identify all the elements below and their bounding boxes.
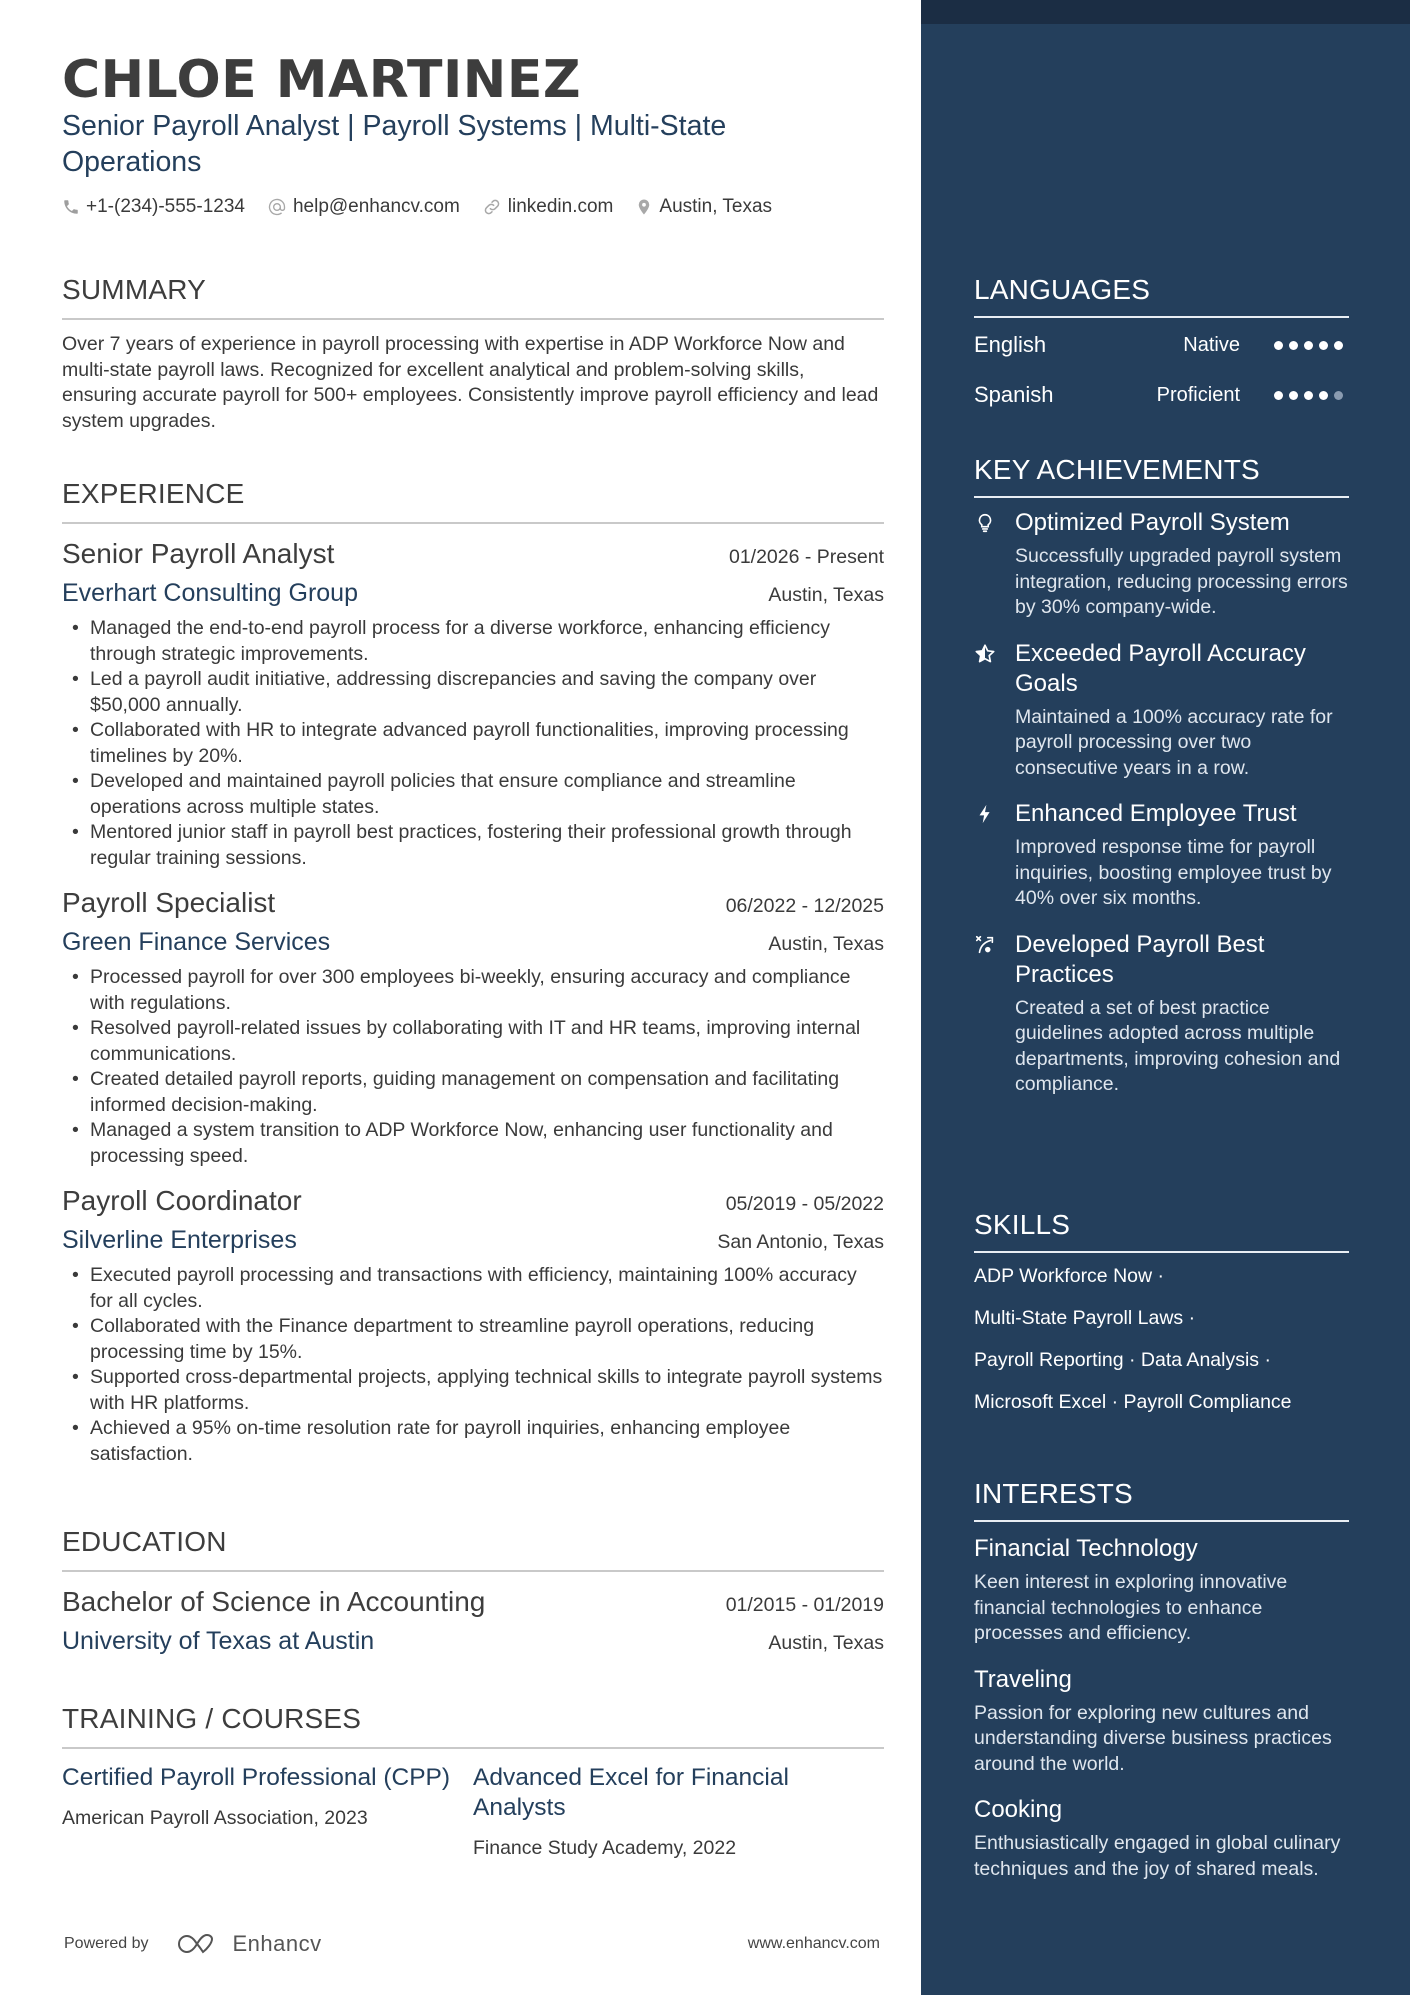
job-location: San Antonio, Texas <box>717 1231 884 1253</box>
skill-tag-line: ADP Workforce Now · <box>974 1265 1164 1287</box>
training-section <box>62 1703 884 1860</box>
rating-dot-filled <box>1289 391 1298 400</box>
interest-desc: Passion for exploring new cultures and understanding diverse business practices around the world. <box>974 1701 1332 1775</box>
interest-title: Cooking <box>974 1796 1063 1823</box>
course-org: American Payroll Association, 2023 <box>62 1807 368 1829</box>
job-bullet: • Collaborated with the Finance department to streamline payroll operations, reducing processing time by 15%. <box>62 1314 884 1365</box>
brand-name: Enhancv <box>232 1931 322 1956</box>
powered-by-label: Powered by <box>64 1935 149 1952</box>
languages-section <box>974 274 1349 420</box>
rating-dot-filled <box>1289 341 1298 350</box>
languages-heading: LANGUAGES <box>974 274 1349 318</box>
achievements-heading: KEY ACHIEVEMENTS <box>974 454 1349 498</box>
course-item <box>473 1763 884 1860</box>
job-bullet: • Developed and maintained payroll policies that ensure compliance and streamline operations across multiple states. <box>62 769 884 820</box>
strategy-icon <box>974 934 996 956</box>
interests-heading: INTERESTS <box>974 1478 1349 1522</box>
job-location: Austin, Texas <box>768 933 884 955</box>
star-icon <box>974 643 996 665</box>
at-icon <box>267 197 287 217</box>
education-dates: 01/2015 - 01/2019 <box>725 1594 884 1616</box>
language-item <box>974 320 1349 370</box>
course-item <box>62 1763 473 1860</box>
contact-phone[interactable] <box>62 196 245 218</box>
job-bullets <box>62 965 884 1169</box>
job-bullet: • Managed the end-to-end payroll process for a diverse workforce, enhancing efficiency through strategic improvements. <box>62 616 884 667</box>
job-title: Senior Payroll Analyst <box>62 538 335 569</box>
sidebar <box>921 0 1410 1995</box>
achievement-desc: Successfully upgraded payroll system integration, reducing processing errors by 30% company-wide. <box>1015 545 1348 618</box>
skill-tag-line: Payroll Reporting · Data Analysis · <box>974 1349 1271 1371</box>
rating-dot-filled <box>1304 341 1313 350</box>
contact-linkedin[interactable] <box>482 196 614 218</box>
education-location: Austin, Texas <box>768 1632 884 1654</box>
course-title: Certified Payroll Professional (CPP) <box>62 1764 451 1791</box>
job-dates: 06/2022 - 12/2025 <box>725 895 884 917</box>
course-title: Advanced Excel for Financial Analysts <box>473 1764 789 1821</box>
summary-section <box>62 274 884 434</box>
job-title: Payroll Specialist <box>62 887 276 918</box>
interest-title: Financial Technology <box>974 1535 1198 1562</box>
enhancv-logo-icon <box>177 1932 223 1956</box>
job-company: Everhart Consulting Group <box>62 579 358 607</box>
lightbulb-icon <box>974 512 996 534</box>
school: University of Texas at Austin <box>62 1627 375 1655</box>
language-level: Native <box>1183 333 1240 356</box>
achievement-item <box>974 508 1349 621</box>
language-item <box>974 370 1349 420</box>
contact-bar <box>62 196 794 218</box>
rating-dot-filled <box>1319 391 1328 400</box>
achievement-title: Developed Payroll Best Practices <box>1015 930 1265 988</box>
language-level: Proficient <box>1156 383 1240 406</box>
training-heading: TRAINING / COURSES <box>62 1703 884 1749</box>
achievement-title: Exceeded Payroll Accuracy Goals <box>1015 639 1306 697</box>
location-pin-icon <box>635 197 653 217</box>
lightning-icon <box>974 803 996 825</box>
achievement-item <box>974 930 1349 1098</box>
job-bullet: • Achieved a 95% on-time resolution rate for payroll inquiries, enhancing employee satisfaction. <box>62 1416 884 1467</box>
course-org: Finance Study Academy, 2022 <box>473 1837 737 1859</box>
job-entry <box>62 1183 884 1467</box>
achievement-desc: Created a set of best practice guidelines adopted across multiple departments, improving cohesion and compliance. <box>1015 996 1341 1095</box>
achievement-item <box>974 639 1349 782</box>
language-name: Spanish <box>974 382 1054 407</box>
job-company: Green Finance Services <box>62 928 331 956</box>
achievement-title: Optimized Payroll System <box>1015 509 1290 536</box>
degree: Bachelor of Science in Accounting <box>62 1586 486 1617</box>
language-rating <box>1274 341 1343 350</box>
job-location: Austin, Texas <box>768 584 884 606</box>
job-bullet: • Executed payroll processing and transactions with efficiency, maintaining 100% accuracy for all cycles. <box>62 1263 884 1314</box>
job-bullet: • Created detailed payroll reports, guiding management on compensation and facilitating informed decision-making. <box>62 1067 884 1118</box>
rating-dot-filled <box>1274 341 1283 350</box>
language-name: English <box>974 332 1047 357</box>
job-title: Payroll Coordinator <box>62 1185 302 1216</box>
skill-tag-line: Multi-State Payroll Laws · <box>974 1307 1196 1329</box>
job-bullet: • Mentored junior staff in payroll best practices, fostering their professional growth through regular training sessions. <box>62 820 884 871</box>
job-bullet: • Managed a system transition to ADP Workforce Now, enhancing user functionality and processing speed. <box>62 1118 884 1169</box>
skills-list <box>974 1255 1349 1423</box>
achievement-title: Enhanced Employee Trust <box>1015 800 1297 827</box>
education-heading: EDUCATION <box>62 1526 884 1572</box>
summary-text: Over 7 years of experience in payroll processing with expertise in ADP Workforce Now and multi-state payroll laws. Recognized for excellent analytical and problem-solving skills, ensuring accurate payroll for 500+ employees. Consistently improve payroll efficiency and lead system upgrades. <box>62 333 879 432</box>
job-bullet: • Led a payroll audit initiative, addressing discrepancies and saving the company over $50,000 annually. <box>62 667 884 718</box>
job-bullets <box>62 1263 884 1467</box>
job-dates: 01/2026 - Present <box>728 546 884 568</box>
rating-dot-filled <box>1304 391 1313 400</box>
job-dates: 05/2019 - 05/2022 <box>725 1193 884 1215</box>
course-list <box>62 1763 884 1860</box>
skill-tag-line: Microsoft Excel · Payroll Compliance <box>974 1391 1292 1413</box>
linkedin-text: linkedin.com <box>507 196 614 217</box>
job-entry <box>62 885 884 1169</box>
interest-desc: Keen interest in exploring innovative financial technologies to enhance processes and efficiency. <box>974 1571 1288 1644</box>
email-text: help@enhancv.com <box>292 196 460 217</box>
contact-email[interactable] <box>267 196 460 218</box>
interests-section <box>974 1478 1349 1882</box>
achievement-item <box>974 799 1349 912</box>
achievements-section <box>974 454 1349 1098</box>
contact-location <box>635 196 772 218</box>
job-company: Silverline Enterprises <box>62 1226 297 1254</box>
language-rating <box>1274 391 1343 400</box>
sidebar-top-band <box>921 0 1410 24</box>
job-bullet: • Processed payroll for over 300 employees bi-weekly, ensuring accuracy and compliance with regulations. <box>62 965 884 1016</box>
link-icon <box>482 197 502 217</box>
education-entry <box>62 1584 884 1658</box>
experience-heading: EXPERIENCE <box>62 478 884 524</box>
interest-desc: Enthusiastically engaged in global culinary techniques and the joy of shared meals. <box>974 1832 1341 1880</box>
phone-text: +1-(234)-555-1234 <box>86 196 245 217</box>
job-bullet: • Resolved payroll-related issues by collaborating with IT and HR teams, improving internal communications. <box>62 1016 884 1067</box>
footer <box>64 1931 880 1957</box>
rating-dot-filled <box>1274 391 1283 400</box>
summary-heading: SUMMARY <box>62 274 884 320</box>
skills-heading: SKILLS <box>974 1209 1349 1253</box>
achievement-desc: Maintained a 100% accuracy rate for payroll processing over two consecutive years in a row. <box>1015 705 1333 779</box>
experience-section <box>62 478 884 1467</box>
location-text: Austin, Texas <box>659 196 773 217</box>
headline: Senior Payroll Analyst | Payroll Systems | Multi-State Operations <box>62 110 727 178</box>
education-section <box>62 1526 884 1658</box>
job-bullet: • Supported cross-departmental projects, applying technical skills to integrate payroll systems with HR platforms. <box>62 1365 884 1416</box>
job-bullets <box>62 616 884 871</box>
phone-icon <box>62 198 80 216</box>
skills-section <box>974 1209 1349 1423</box>
rating-dot-filled <box>1334 341 1343 350</box>
achievement-desc: Improved response time for payroll inquiries, boosting employee trust by 40% over six months. <box>1015 836 1332 909</box>
enhancv-brand[interactable] <box>177 1931 322 1957</box>
job-entry <box>62 536 884 871</box>
interest-title: Traveling <box>974 1665 1072 1693</box>
website-link[interactable]: www.enhancv.com <box>747 1935 880 1952</box>
job-bullet: • Collaborated with HR to integrate advanced payroll functionalities, improving processing timelines by 20%. <box>62 718 884 769</box>
candidate-name: CHLOE MARTINEZ <box>62 50 582 110</box>
rating-dot-filled <box>1319 341 1328 350</box>
rating-dot-empty <box>1334 391 1343 400</box>
